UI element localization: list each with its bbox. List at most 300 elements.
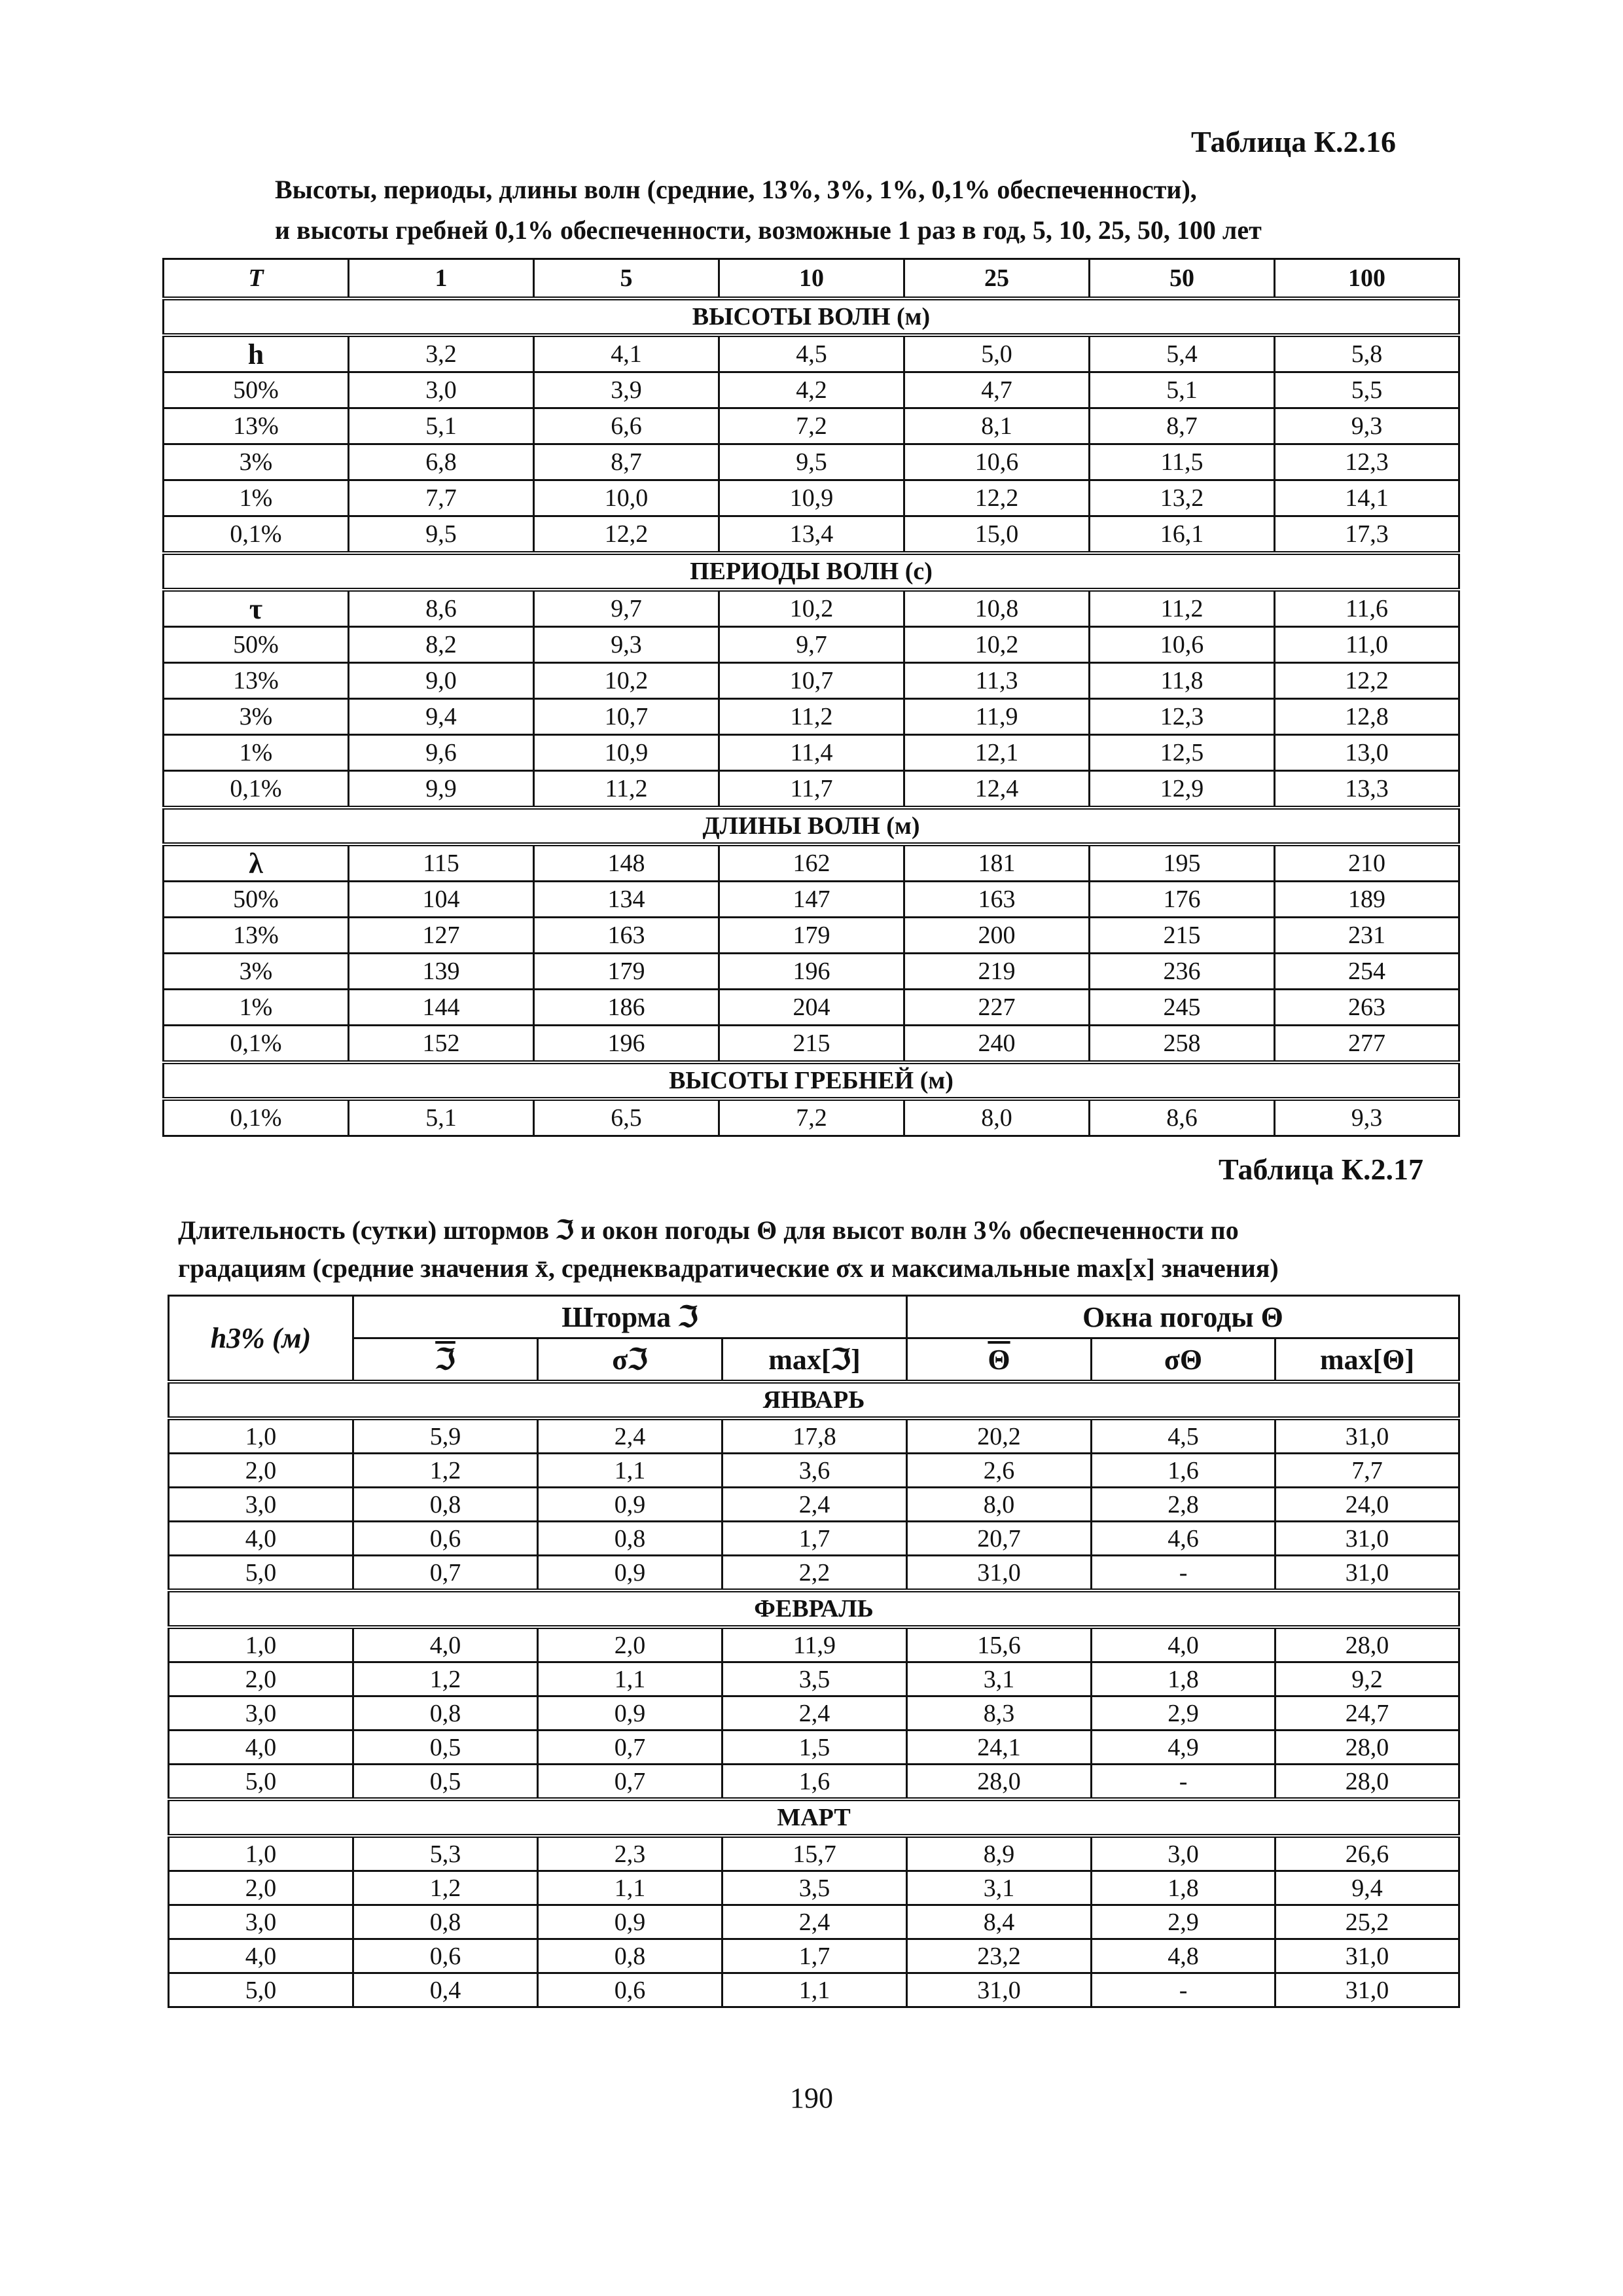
table17-cell: 1,7 [722,1939,907,1973]
table17-cell: 0,8 [538,1939,722,1973]
table16-cell: 12,5 [1090,735,1275,771]
table17-cell: 0,9 [538,1696,722,1731]
table16-cell: 3,2 [349,335,534,372]
table16-cell: 13,0 [1275,735,1459,771]
table17-cell: 24,0 [1275,1488,1459,1522]
table17-cell: 2,9 [1092,1905,1275,1939]
table16-cell: 12,2 [904,480,1090,516]
table16-cell: 10,7 [719,663,904,699]
table17-row-label: 2,0 [169,1871,353,1905]
table17-cell: 1,6 [1092,1454,1275,1488]
table17-cell: 2,4 [722,1488,907,1522]
table16-cell: 13,2 [1090,480,1275,516]
table17-cell: 15,6 [907,1627,1092,1662]
table17-row [169,1488,1459,1522]
table16-cell: 16,1 [1090,516,1275,554]
table17-cell: 7,7 [1275,1454,1459,1488]
table16-row-label: 1% [164,735,349,771]
table17-cell: 5,3 [353,1836,538,1871]
table17-cell: 0,8 [353,1905,538,1939]
table17-subheader: ℑ [353,1338,538,1382]
table17-cell: 3,5 [722,1871,907,1905]
table17-cell: 26,6 [1275,1836,1459,1871]
table16-row [164,954,1459,990]
table16-cell: 163 [534,918,719,954]
table17-cell: 17,8 [722,1418,907,1454]
table17-cell: 15,7 [722,1836,907,1871]
table17-row-label: 5,0 [169,1765,353,1800]
table16-row-label: 13% [164,663,349,699]
table17-cell: 8,3 [907,1696,1092,1731]
table16-row [164,408,1459,444]
table16-section-title: ВЫСОТЫ ГРЕБНЕЙ (м) [164,1062,1459,1099]
table17-cell: 4,8 [1092,1939,1275,1973]
table16-cell: 144 [349,990,534,1026]
table16-row [164,882,1459,918]
table16-row-label: 13% [164,918,349,954]
table17-cell: 8,4 [907,1905,1092,1939]
table16-row [164,699,1459,735]
table16-cell: 231 [1275,918,1459,954]
table16-cell: 176 [1090,882,1275,918]
table17-cell: 3,6 [722,1454,907,1488]
table17-month-row [169,1590,1459,1627]
table17-cell: 8,9 [907,1836,1092,1871]
table16-cell: 10,9 [534,735,719,771]
table16-cell: 240 [904,1026,1090,1063]
table17-cell: 2,0 [538,1627,722,1662]
table16-cell: 15,0 [904,516,1090,554]
table16-cell: 189 [1275,882,1459,918]
table17-cell: 1,6 [722,1765,907,1800]
table17-cell: - [1092,1973,1275,2007]
table16-cell: 9,5 [349,516,534,554]
table17-cell: 3,1 [907,1662,1092,1696]
table16-cell: 10,7 [534,699,719,735]
table16-cell: 263 [1275,990,1459,1026]
table17-row-label: 4,0 [169,1522,353,1556]
table16-header-cell: 1 [349,259,534,299]
table17-subheader: max[ℑ] [722,1338,907,1382]
table16-section-row [164,298,1459,335]
table16-cell: 162 [719,844,904,882]
table17-cell: 0,9 [538,1556,722,1591]
table17-cell: 0,6 [353,1939,538,1973]
table17-cell: 2,4 [722,1696,907,1731]
table17-cell: 0,7 [538,1731,722,1765]
table16-row [164,372,1459,408]
table16-cell: 17,3 [1275,516,1459,554]
table16-cell: 245 [1090,990,1275,1026]
table17-cell: 0,7 [538,1765,722,1800]
table17-row [169,1522,1459,1556]
table17-row-label: 1,0 [169,1418,353,1454]
table16-row [164,918,1459,954]
table16-cell: 181 [904,844,1090,882]
table16-header-cell: 10 [719,259,904,299]
table16-row-label: λ [164,844,349,882]
table17-row [169,1939,1459,1973]
table17-cell: 31,0 [907,1556,1092,1591]
table16-cell: 9,3 [1275,408,1459,444]
table16-cell: 13,4 [719,516,904,554]
table17-cell: 0,9 [538,1488,722,1522]
table17-cell: 0,6 [353,1522,538,1556]
table17-cell: 4,0 [1092,1627,1275,1662]
table17-cell: 2,9 [1092,1696,1275,1731]
table16-cell: 10,6 [1090,627,1275,663]
table16-caption-line1: Высоты, периоды, длины волн (средние, 13%, 3%, 1%, 0,1% обеспеченности), [275,175,1197,204]
table16-cell: 7,7 [349,480,534,516]
table16-row [164,771,1459,808]
table16-cell: 11,9 [904,699,1090,735]
table17-cell: 31,0 [1275,1939,1459,1973]
table16-cell: 9,7 [534,590,719,627]
table16-row [164,663,1459,699]
table16-cell: 179 [534,954,719,990]
table16-cell: 227 [904,990,1090,1026]
table16-cell: 134 [534,882,719,918]
table16-row-label: 13% [164,408,349,444]
table16-cell: 10,8 [904,590,1090,627]
table17-cell: 0,5 [353,1731,538,1765]
table16-cell: 196 [719,954,904,990]
table17-cell: 1,1 [538,1662,722,1696]
table16-section-row [164,553,1459,590]
table17-row [169,1905,1459,1939]
table16-cell: 4,7 [904,372,1090,408]
table16-cell: 147 [719,882,904,918]
table16-row-label: 3% [164,954,349,990]
table16-row [164,1099,1459,1136]
table17-month-title: ЯНВАРЬ [169,1382,1459,1418]
table16-row [164,335,1459,372]
table17-row [169,1836,1459,1871]
table17-cell: 5,9 [353,1418,538,1454]
table16-cell: 14,1 [1275,480,1459,516]
table17-cell: 0,4 [353,1973,538,2007]
table16-header-cell: 25 [904,259,1090,299]
table16-cell: 11,4 [719,735,904,771]
table16-cell: 12,2 [534,516,719,554]
table17-cell: 28,0 [1275,1627,1459,1662]
table16-header-cell: 100 [1275,259,1459,299]
table16-cell: 12,2 [1275,663,1459,699]
table17-cell: 24,1 [907,1731,1092,1765]
table17-month-row [169,1382,1459,1418]
table17-cell: 1,5 [722,1731,907,1765]
table16-cell: 13,3 [1275,771,1459,808]
table16-row [164,627,1459,663]
table17-cell: 28,0 [1275,1731,1459,1765]
table17-row-label: 4,0 [169,1939,353,1973]
table17-cell: 28,0 [907,1765,1092,1800]
table17-row-label: 5,0 [169,1556,353,1591]
table16-cell: 10,2 [904,627,1090,663]
table16-cell: 11,8 [1090,663,1275,699]
table17-subheader: σℑ [538,1338,722,1382]
table17-cell: - [1092,1556,1275,1591]
table16-row-label: 3% [164,699,349,735]
table17-cell: 9,2 [1275,1662,1459,1696]
table16-cell: 179 [719,918,904,954]
table16-cell: 9,7 [719,627,904,663]
table17-cell: 28,0 [1275,1765,1459,1800]
table16-cell: 163 [904,882,1090,918]
table16-header-cell: 50 [1090,259,1275,299]
table16-cell: 8,1 [904,408,1090,444]
table16-cell: 152 [349,1026,534,1063]
table17-cell: 2,8 [1092,1488,1275,1522]
table16-cell: 10,2 [719,590,904,627]
table17-row [169,1418,1459,1454]
table16-cell: 9,3 [534,627,719,663]
table16-row-label: 0,1% [164,1099,349,1136]
table16-cell: 6,5 [534,1099,719,1136]
table16-body [164,259,1459,1136]
table16-cell: 10,9 [719,480,904,516]
table16-cell: 8,7 [1090,408,1275,444]
table16-cell: 9,9 [349,771,534,808]
table16-cell: 258 [1090,1026,1275,1063]
table17-cell: 3,0 [1092,1836,1275,1871]
table16-cell: 186 [534,990,719,1026]
table17-month-title: МАРТ [169,1799,1459,1836]
table17-row [169,1871,1459,1905]
table16-row [164,444,1459,480]
table16-cell: 219 [904,954,1090,990]
table17-cell: 31,0 [1275,1973,1459,2007]
table17-row [169,1662,1459,1696]
table17-row-label: 2,0 [169,1662,353,1696]
table17-subheader: $\overline{\Theta}$ [907,1338,1092,1382]
table17-header-row-1 [169,1296,1459,1338]
table17-cell: 1,2 [353,1871,538,1905]
table17-cell: 1,1 [538,1871,722,1905]
table17-row-label: 2,0 [169,1454,353,1488]
table17-cell: 0,5 [353,1765,538,1800]
table16-row-label: 50% [164,372,349,408]
table17-cell: 2,4 [538,1418,722,1454]
table16-cell: 11,7 [719,771,904,808]
table17-cell: 2,6 [907,1454,1092,1488]
table16-cell: 9,5 [719,444,904,480]
table16-cell: 12,3 [1090,699,1275,735]
table17-row [169,1454,1459,1488]
table16-cell: 5,1 [349,408,534,444]
table17-cell: 1,1 [722,1973,907,2007]
table16-cell: 139 [349,954,534,990]
table16-cell: 11,0 [1275,627,1459,663]
table17-row-label: 3,0 [169,1905,353,1939]
table16-cell: 10,6 [904,444,1090,480]
table17-month-row [169,1799,1459,1836]
table16-row-label: 50% [164,882,349,918]
table16-cell: 3,9 [534,372,719,408]
page-number: 190 [790,2082,833,2114]
table16-cell: 12,8 [1275,699,1459,735]
table17-cell: 2,3 [538,1836,722,1871]
table16-cell: 10,2 [534,663,719,699]
table17-row-label: 5,0 [169,1973,353,2007]
table17-cell: 31,0 [1275,1522,1459,1556]
table17-cell: 0,7 [353,1556,538,1591]
table16-cell: 11,2 [534,771,719,808]
table17-cell: 1,2 [353,1662,538,1696]
table17 [168,1295,1460,2008]
table17-row [169,1556,1459,1591]
table16-row-label: 3% [164,444,349,480]
table17-cell: 0,6 [538,1973,722,2007]
table16-cell: 215 [719,1026,904,1063]
table16-cell: 6,6 [534,408,719,444]
table16-cell: 200 [904,918,1090,954]
table16 [162,258,1460,1137]
table16-cell: 254 [1275,954,1459,990]
table17-cell: 8,0 [907,1488,1092,1522]
table17-cell: - [1092,1765,1275,1800]
table16-cell: 8,6 [1090,1099,1275,1136]
table17-cell: 4,9 [1092,1731,1275,1765]
table16-section-title: ДЛИНЫ ВОЛН (м) [164,808,1459,844]
table16-label: Таблица К.2.16 [1191,125,1397,158]
table16-section-title: ВЫСОТЫ ВОЛН (м) [164,298,1459,335]
table17-caption-line2: градациям (средние значения x̄, среднеквадратические σx и максимальные max[x] значения) [178,1253,1279,1283]
table16-row [164,735,1459,771]
table16-cell: 5,4 [1090,335,1275,372]
table17-month-title: ФЕВРАЛЬ [169,1590,1459,1627]
table16-cell: 5,1 [1090,372,1275,408]
table16-cell: 11,2 [719,699,904,735]
table16-cell: 7,2 [719,1099,904,1136]
table16-header-cell: T [164,259,349,299]
table17-row [169,1765,1459,1800]
table17-row [169,1696,1459,1731]
table16-cell: 236 [1090,954,1275,990]
table17-row [169,1627,1459,1662]
table16-cell: 127 [349,918,534,954]
table16-row-label: 1% [164,990,349,1026]
table16-cell: 11,3 [904,663,1090,699]
table16-cell: 4,1 [534,335,719,372]
table17-cell: 3,1 [907,1871,1092,1905]
table17-subheader: σΘ [1092,1338,1275,1382]
table16-cell: 148 [534,844,719,882]
table17-cell: 11,9 [722,1627,907,1662]
table17-cell: 1,8 [1092,1662,1275,1696]
table17-cell: 0,8 [353,1696,538,1731]
table16-header-cell: 5 [534,259,719,299]
table16-row-label: 0,1% [164,771,349,808]
table16-cell: 12,9 [1090,771,1275,808]
table17-cell: 31,0 [907,1973,1092,2007]
table16-cell: 8,7 [534,444,719,480]
table17-cell: 1,8 [1092,1871,1275,1905]
table17-cell: 1,1 [538,1454,722,1488]
table16-cell: 11,5 [1090,444,1275,480]
table16-row-label: h [164,335,349,372]
table17-label: Таблица К.2.17 [1219,1153,1424,1186]
table17-cell: 2,4 [722,1905,907,1939]
table17-cell: 20,2 [907,1418,1092,1454]
table16-cell: 4,5 [719,335,904,372]
table17-cell: 0,8 [538,1522,722,1556]
table16-row [164,990,1459,1026]
table17-header-row-2 [169,1338,1459,1382]
table16-cell: 9,4 [349,699,534,735]
table16-cell: 5,5 [1275,372,1459,408]
table16-cell: 5,0 [904,335,1090,372]
table17-row [169,1973,1459,2007]
table16-cell: 12,1 [904,735,1090,771]
table16-row [164,1026,1459,1063]
table16-caption-line2: и высоты гребней 0,1% обеспеченности, возможные 1 раз в год, 5, 10, 25, 50, 100 лет [275,215,1262,245]
table16-row-label: τ [164,590,349,627]
table17-header-windows: Окна погоды Θ [907,1296,1459,1338]
table16-cell: 5,8 [1275,335,1459,372]
table16-cell: 104 [349,882,534,918]
table16-cell: 204 [719,990,904,1026]
table17-cell: 3,5 [722,1662,907,1696]
table16-cell: 11,6 [1275,590,1459,627]
table16-section-row [164,1062,1459,1099]
table16-row-label: 0,1% [164,516,349,554]
table16-cell: 8,2 [349,627,534,663]
table16-cell: 277 [1275,1026,1459,1063]
table16-cell: 6,8 [349,444,534,480]
table16-section-title: ПЕРИОДЫ ВОЛН (с) [164,553,1459,590]
table17-cell: 9,4 [1275,1871,1459,1905]
table16-row [164,590,1459,627]
table17-caption-line1: Длительность (сутки) штормов ℑ и окон погоды Θ для высот волн 3% обеспеченности по [178,1215,1239,1245]
table17-cell: 2,2 [722,1556,907,1591]
table16-cell: 3,0 [349,372,534,408]
table16-section-row [164,808,1459,844]
table17-cell: 23,2 [907,1939,1092,1973]
table17-cell: 31,0 [1275,1556,1459,1591]
table16-cell: 7,2 [719,408,904,444]
table17-row-label: 3,0 [169,1488,353,1522]
table17-cell: 0,9 [538,1905,722,1939]
table17-cell: 1,2 [353,1454,538,1488]
table16-cell: 8,6 [349,590,534,627]
table16-row-label: 50% [164,627,349,663]
table17-cell: 24,7 [1275,1696,1459,1731]
table16-cell: 11,2 [1090,590,1275,627]
table17-row-label: 4,0 [169,1731,353,1765]
table16-cell: 9,0 [349,663,534,699]
table17-cell: 1,7 [722,1522,907,1556]
table17-body [169,1296,1459,2007]
table16-cell: 9,3 [1275,1099,1459,1136]
table17-row-label: 1,0 [169,1836,353,1871]
table16-cell: 9,6 [349,735,534,771]
table16-header-row [164,259,1459,299]
table16-cell: 196 [534,1026,719,1063]
table17-cell: 4,6 [1092,1522,1275,1556]
table17-header-storms: Шторма ℑ [353,1296,907,1338]
table16-row [164,516,1459,554]
table17-cell: 25,2 [1275,1905,1459,1939]
table16-row-label: 1% [164,480,349,516]
table16-cell: 12,3 [1275,444,1459,480]
table16-row-label: 0,1% [164,1026,349,1063]
table16-cell: 10,0 [534,480,719,516]
table17-subheader: max[Θ] [1275,1338,1459,1382]
table16-cell: 12,4 [904,771,1090,808]
table17-cell: 4,0 [353,1627,538,1662]
table16-cell: 210 [1275,844,1459,882]
